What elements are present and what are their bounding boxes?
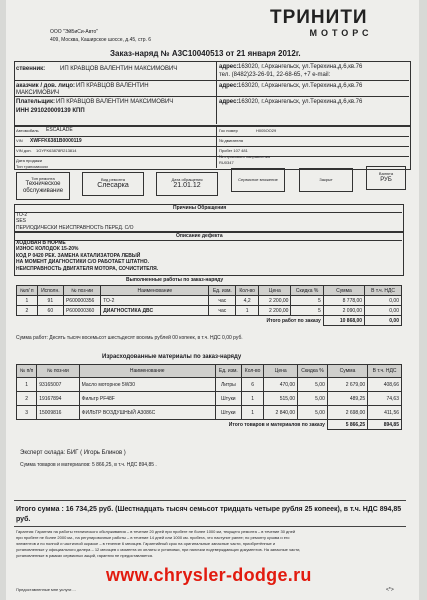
cell: 3 xyxy=(17,406,37,420)
cell: ДИАГНОСТИКА ДВС xyxy=(101,306,209,316)
works-table xyxy=(16,285,402,326)
cell: 2 200,00 xyxy=(259,306,291,316)
cell: Р600000356 xyxy=(63,296,100,306)
cell: 5 xyxy=(291,306,323,316)
defects-list xyxy=(16,241,158,273)
cell: 2 200,00 xyxy=(259,296,291,306)
customer-label: аказчик / дов. лицо: xyxy=(16,83,76,89)
col-qty: Кол-во xyxy=(236,286,259,296)
works-header-row xyxy=(17,286,402,296)
customer-name: ИП КРАВЦОВ ВАЛЕНТИН xyxy=(76,83,149,89)
mileage: Пробег 107 481 xyxy=(219,148,248,153)
request-date-value: 21.01.12 xyxy=(173,182,201,190)
works-total-sum: 10 868,00 xyxy=(323,316,364,326)
cell: 1 xyxy=(17,296,38,306)
col-discount: Скидка % xyxy=(291,286,323,296)
engine-label: № двигателя xyxy=(219,138,243,143)
warranty-line: Гарантия: Гарантия на работы технического обслуживания – в течение 20 дней при пробеге не более 1000 км, текущего ремонта – в течение 30 дней xyxy=(16,529,296,534)
addr-label-2: адрес: xyxy=(219,83,239,89)
materials-total-row xyxy=(17,420,402,430)
cell: 0,00 xyxy=(365,306,402,316)
vin-alt-value: 1GYFK63878R213814 xyxy=(36,148,77,153)
sale-date-label: Дата продажи xyxy=(16,158,42,163)
cell: 408,66 xyxy=(368,378,402,392)
cell: 5,00 xyxy=(298,406,328,420)
cell: час xyxy=(209,296,236,306)
materials-total-label: Итого товаров и материалов по заказу xyxy=(17,420,328,430)
cell: 2 090,00 xyxy=(323,306,364,316)
repair-kind-value: Слесарка xyxy=(97,182,129,190)
cell: 2 xyxy=(17,306,38,316)
payer-inn: ИНН 291020009139 КПП xyxy=(16,108,85,114)
transmission-label: Тип трансмиссии xyxy=(16,164,48,169)
service-label: Сервисное вложение xyxy=(238,176,278,182)
materials-total-sum: 5 866,25 xyxy=(327,420,367,430)
col-price: Цена xyxy=(264,365,298,378)
page-mark: <*> xyxy=(386,587,394,593)
grand-total: Итого сумма : 16 734,25 руб. (Шестнадцать тысяч семьсот тридцать четыре рубля 25 копеек), в т.ч. НДС 894,85 руб. xyxy=(16,506,402,524)
col-num: № п/п xyxy=(17,365,37,378)
col-vat: В т.ч. НДС xyxy=(368,365,402,378)
materials-table xyxy=(16,364,402,430)
col-name: Наименование xyxy=(79,365,215,378)
cell: 5,00 xyxy=(298,392,328,406)
cell: 2 840,00 xyxy=(264,406,298,420)
brand-sub: МОТОРС xyxy=(309,28,373,38)
cell: 60 xyxy=(37,306,63,316)
owner-name: ИП КРАВЦОВ ВАЛЕНТИН МАКСИМОВИЧ xyxy=(60,66,178,72)
cell: 1 xyxy=(17,378,37,392)
cell: Фильтр PF48F xyxy=(79,392,215,406)
owner-phone: тел. (8482)23-26-91, 22-68-65, +7 e-mail: xyxy=(219,72,331,78)
bottom-line: Предоставленные мне услуги ... xyxy=(16,587,76,592)
seller-address: 409, Москва, Каширское шоссе, д.45, стр. 6 xyxy=(50,37,152,43)
cell: 91 xyxy=(37,296,63,306)
model-label: Автомобиль xyxy=(16,128,39,133)
warranty-line: установленные в рамках сервисных акций, гарантия не предоставляется. xyxy=(16,553,154,558)
col-code: № поз-ии xyxy=(63,286,100,296)
works-total-vat: 0,00 xyxy=(365,316,402,326)
cell: 74,63 xyxy=(368,392,402,406)
col-num: №п/ п xyxy=(17,286,38,296)
cell: 2 698,00 xyxy=(327,406,367,420)
col-price: Цена xyxy=(259,286,291,296)
direction-value: RU0347 xyxy=(219,160,234,165)
materials-title: Израсходованные материалы по заказ-наряду xyxy=(102,354,242,360)
repair-type-value: Техническое обслуживание xyxy=(22,181,64,195)
owner-address: 163020, г.Архангельск, ул.Терехина,д.6,кв.76 xyxy=(238,64,363,70)
addr-label-1: адрес: xyxy=(219,64,239,70)
defects-title: Описание дефекта xyxy=(176,233,223,239)
defect-line: НЕИСПРАВНОСТЬ ДВИГАТЕЛЯ МОТОРА, СОЧИСТИТЕЛЯ. xyxy=(16,265,159,272)
table-row xyxy=(17,296,402,306)
works-sum-words: Сумма работ: Десять тысяч восемьсот шестьдесят восемь рублей 00 копеек, в т.ч. НДС 0,00 руб. xyxy=(16,335,243,341)
warranty-line: элементов и по полной и частичной окраске – в течение 6 месяцев. Гарантийный срок на оригинальные запасные части, приобретённые и xyxy=(16,541,276,546)
reason-line: SES xyxy=(16,218,27,225)
col-executor: Исполн. xyxy=(37,286,63,296)
warranty-line: при пробеге не более 2000 км., на регулировочные работы – в течение 14 дней или 1000 км. пробега, что наступит ранее; по ремонту кузова и его xyxy=(16,535,290,540)
cell: Штуки xyxy=(215,392,241,406)
table-row xyxy=(17,406,402,420)
col-qty: Кол-во xyxy=(241,365,263,378)
cell: час xyxy=(209,306,236,316)
warranty-line: установленные у официального дилера – 12 месяцев с момента их оплаты и установки, при наличии подтверждающих документов. На запасные части, xyxy=(16,547,301,552)
defect-line: КОД P 0420 РЕК. ЗАМЕНА КАТАЛИЗАТОРА ЛЕВЫЙ xyxy=(16,252,141,259)
cell: 8 778,00 xyxy=(323,296,364,306)
reasons-title: Причины Обращения xyxy=(173,205,227,211)
works-title: Выполненные работы по заказ-наряду xyxy=(126,277,224,283)
col-unit: Ед. изм. xyxy=(209,286,236,296)
works-total-label: Итого работ по заказу xyxy=(17,316,324,326)
cell: 15009816 xyxy=(37,406,79,420)
col-vat: В т.ч. НДС xyxy=(365,286,402,296)
owner-label: ственник: xyxy=(16,66,46,72)
addr-label-3: адрес: xyxy=(219,99,239,105)
table-row xyxy=(17,378,402,392)
col-discount: Скидка % xyxy=(298,365,328,378)
reg-label: Гос номер xyxy=(219,128,238,133)
defect-line: ХОДОВАЯ В НОРМЕ xyxy=(16,240,66,246)
cell: 19167894 xyxy=(37,392,79,406)
goods-sum: Сумма товаров и материалов: 5 866,25, в т.ч. НДС 894,85 . xyxy=(20,462,157,468)
closed-label: Закрыт xyxy=(319,176,333,182)
cell: Штуки xyxy=(215,406,241,420)
reason-line: ТО-2 xyxy=(16,212,28,218)
cell: 0,00 xyxy=(365,296,402,306)
customer-name-2: МАКСИМОВИЧ xyxy=(16,90,60,96)
order-title: Заказ-наряд № А3С10040513 от 21 января 2012г. xyxy=(110,49,301,58)
currency-value: РУБ xyxy=(380,176,392,183)
cell: Р600000360 xyxy=(63,306,100,316)
repair-kind-box xyxy=(82,172,144,196)
cell: ФИЛЬТР ВОЗДУШНЫЙ А3086С xyxy=(79,406,215,420)
repair-type-box xyxy=(16,172,70,200)
model-value: ESCALADE xyxy=(46,127,73,133)
cell: 515,00 xyxy=(264,392,298,406)
col-code: № поз-ии xyxy=(37,365,79,378)
defect-line: ИЗНОС КОЛОДОК 15-20% xyxy=(16,246,79,253)
cell: 6 xyxy=(241,378,263,392)
warranty-text xyxy=(16,529,300,559)
document-sheet xyxy=(6,0,419,600)
table-row xyxy=(17,392,402,406)
vin-value: XWFFK6381B0000119 xyxy=(30,138,82,144)
cell: 5 xyxy=(291,296,323,306)
cell: 2 679,00 xyxy=(327,378,367,392)
brand-name: ТРИНИТИ xyxy=(270,7,368,28)
cell: Масло моторное 5W30 xyxy=(79,378,215,392)
col-unit: Ед. изм. xyxy=(215,365,241,378)
table-row xyxy=(17,306,402,316)
cell: 470,00 xyxy=(264,378,298,392)
materials-total-vat: 894,85 xyxy=(368,420,402,430)
repair-type-label: Тип ремонта xyxy=(31,175,55,181)
cell: 2 xyxy=(17,392,37,406)
payer-name: ИП КРАВЦОВ ВАЛЕНТИН МАКСИМОВИЧ xyxy=(56,99,174,105)
cell: 1 xyxy=(236,306,259,316)
payer-address: 163020, г.Архангельск, ул.Терехина,д.6,кв.76 xyxy=(238,99,363,105)
currency-box xyxy=(366,166,406,190)
works-total-row xyxy=(17,316,402,326)
cell: 411,56 xyxy=(368,406,402,420)
col-sum: Сумма xyxy=(323,286,364,296)
cell: 1 xyxy=(241,392,263,406)
website-watermark: www.chrysler-dodge.ru xyxy=(106,565,312,585)
closed-box xyxy=(299,168,353,192)
col-sum: Сумма xyxy=(327,365,367,378)
reasons-list xyxy=(16,213,134,232)
defect-line: НА МОМЕНТ ДИАГНОСТИКИ С/О РАБОТАЕТ ШТАТНО. xyxy=(16,259,149,266)
cell: Литры xyxy=(215,378,241,392)
vin-label: VIN xyxy=(16,138,23,143)
reason-line: ПЕРИОДИЧЕСКИ НЕИСПРАВНОСТЬ ПЕРЕД. С/О xyxy=(16,224,134,231)
direction-label: № страхового направления xyxy=(219,154,271,159)
materials-header-row xyxy=(17,365,402,378)
brand-logo xyxy=(270,8,412,42)
cell: 93165007 xyxy=(37,378,79,392)
request-date-label: Дата обращения xyxy=(171,176,203,182)
col-name: Наименование xyxy=(101,286,209,296)
payer-label: Плательщик: xyxy=(16,99,55,105)
vin-alt-label: VIN доп. xyxy=(16,148,32,153)
cell: 489,25 xyxy=(327,392,367,406)
reg-value: Н005ОО29 xyxy=(256,128,277,133)
request-date-box xyxy=(156,172,218,196)
cell: 1 xyxy=(241,406,263,420)
currency-label: Валюта xyxy=(378,171,394,177)
customer-address: 163020, г.Архангельск, ул.Терехина,д.6,кв.76 xyxy=(238,83,363,89)
service-box xyxy=(231,168,285,192)
cell: 4,2 xyxy=(236,296,259,306)
seller-name: ООО "ЭйБиСи-Авто" xyxy=(50,29,99,35)
warehouse-expert: Эксперт склада: БИГ ( Игорь Блинов ) xyxy=(20,450,126,456)
cell: 5,00 xyxy=(298,378,328,392)
repair-kind-label: Вид ремонта xyxy=(101,176,125,182)
cell: ТО-2 xyxy=(101,296,209,306)
